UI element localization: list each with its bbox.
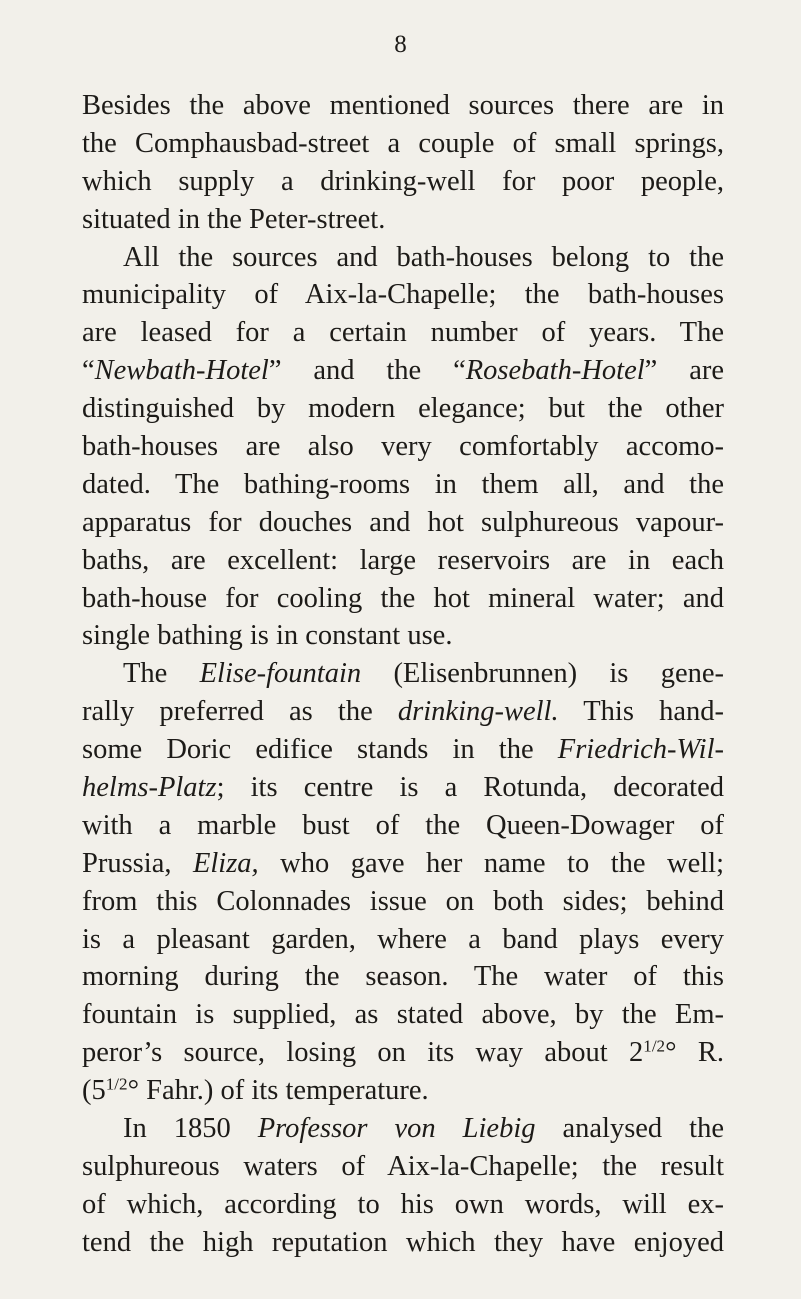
page-number: 8 — [394, 31, 407, 58]
text-line: distinguished by modern elegance; but the other — [82, 393, 724, 425]
fraction: 1/2 — [643, 1036, 666, 1056]
text-span: In 1850 — [123, 1113, 258, 1145]
text-line: bath-house for cooling the hot mineral water; and — [82, 582, 724, 614]
italic-term: helms-Platz — [82, 772, 217, 804]
hotel-name-rosebath: Rosebath-Hotel — [465, 355, 645, 387]
text-line: the Comphausbad-street a couple of small springs, — [82, 127, 724, 159]
text-line: fountain is supplied, as stated above, by the Em- — [82, 999, 724, 1031]
text-span: some Doric edifice stands in the — [82, 734, 558, 766]
text-line: situated in the Peter-street. — [82, 203, 386, 235]
text-line — [82, 1072, 724, 1110]
text-line — [82, 1110, 724, 1148]
text-span: (Elisenbrunnen) is gene- — [361, 658, 724, 690]
text-line — [82, 655, 724, 693]
text-line: dated. The bathing-rooms in them all, and the — [82, 468, 724, 500]
text-line: apparatus for douches and hot sulphureous vapour- — [82, 506, 724, 538]
fraction: 1/2 — [105, 1074, 128, 1094]
text-line: bath-houses are also very comfortably accomo- — [82, 431, 724, 463]
body-text — [82, 87, 724, 1262]
hotel-name-newbath: Newbath-Hotel — [94, 355, 269, 387]
text-line: with a marble bust of the Queen-Dowager of — [82, 809, 724, 841]
text-span: ” are — [644, 355, 724, 387]
text-line: All the sources and bath-houses belong to the — [123, 241, 724, 273]
text-span: peror’s source, losing on its way about 2 — [82, 1037, 644, 1069]
text-span: rally preferred as the — [82, 696, 398, 728]
text-line: is a pleasant garden, where a band plays every — [82, 923, 724, 955]
text-span: ; its centre is a Rotunda, decorated — [216, 772, 724, 804]
italic-term: Elise-fountain — [199, 658, 362, 690]
text-line — [82, 769, 724, 807]
text-line: of which, according to his own words, will ex- — [82, 1188, 724, 1220]
text-line: which supply a drinking-well for poor people, — [82, 165, 724, 197]
text-line: from this Colonnades issue on both sides; behind — [82, 885, 724, 917]
text-line — [82, 731, 724, 769]
text-line — [82, 693, 724, 731]
text-line: Besides the above mentioned sources there are in — [82, 90, 724, 121]
text-line — [82, 352, 724, 390]
text-line — [82, 845, 724, 883]
text-line: sulphureous waters of Aix-la-Chapelle; the result — [82, 1150, 724, 1182]
italic-term: Professor von Liebig — [257, 1113, 536, 1145]
text-span: (5 — [82, 1075, 106, 1107]
text-span: analysed the — [535, 1113, 724, 1145]
text-line: are leased for a certain number of years. The — [82, 317, 724, 349]
text-span: who gave her name to the well; — [258, 847, 724, 879]
text-span: This hand- — [558, 696, 725, 728]
text-span: Prussia, — [82, 847, 193, 879]
text-line: baths, are excellent: large reservoirs are in each — [82, 544, 724, 576]
text-line: morning during the season. The water of this — [82, 961, 724, 993]
italic-term: Friedrich-Wil- — [557, 734, 724, 766]
italic-term: Eliza, — [192, 847, 259, 879]
text-span: ” and the “ — [268, 355, 466, 387]
text-line — [82, 1034, 724, 1072]
text-span: “ — [82, 355, 95, 387]
text-line: single bathing is in constant use. — [82, 620, 453, 652]
text-span: The — [123, 658, 200, 690]
text-line: municipality of Aix-la-Chapelle; the bath-houses — [82, 279, 724, 311]
text-line: tend the high reputation which they have enjoyed — [82, 1226, 724, 1258]
text-span: ° Fahr.) of its temperature. — [127, 1075, 429, 1107]
text-span: ° R. — [665, 1037, 724, 1069]
italic-term: drinking-well. — [397, 696, 559, 728]
